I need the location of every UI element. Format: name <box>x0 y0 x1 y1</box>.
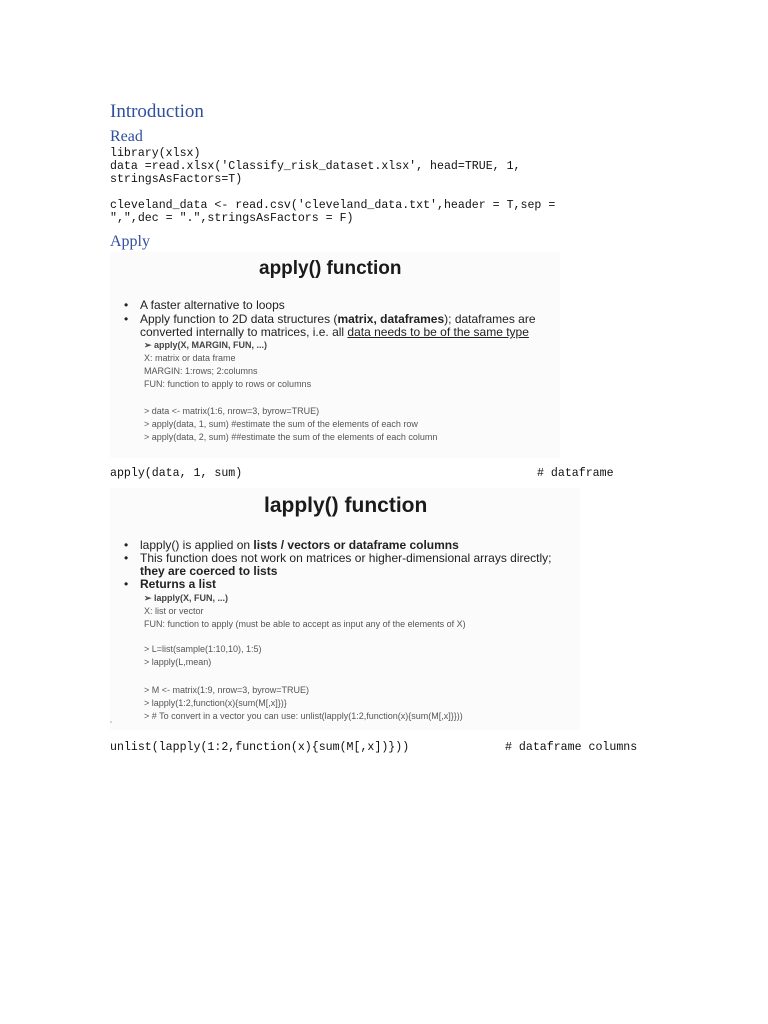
lapply-fun-desc: FUN: function to apply (must be able to accept as input any of the elements of X) <box>144 619 466 629</box>
code-line: cleveland_data <- read.csv('cleveland_data.txt',header = T,sep = <box>110 199 556 212</box>
apply-syntax: ➢ apply(X, MARGIN, FUN, ...) <box>144 340 268 350</box>
unlist-code-line: unlist(lapply(1:2,function(x){sum(M[,x])})) <box>110 741 410 754</box>
lapply-bullet-2-cont: they are coerced to lists <box>140 564 278 578</box>
apply-bullet-2-cont: converted internally to matrices, i.e. all data needs to be of the same type <box>140 325 529 339</box>
read-code-block <box>110 147 555 225</box>
apply-slide-title: apply() function <box>259 258 402 279</box>
introduction-heading: Introduction <box>110 101 204 122</box>
lapply-slide-image: lapply() function • lapply() is applied on lists / vectors or dataframe columns • This function does not work on matrices or higher-dimensional arrays directly; they are coerced to lists • Returns a list ➢ lapply(X, FUN, ...) X: list or vector FUN: function to apply (must be able to accept as input any of the elements of X) > L=list(sample(1:10,10), 1:5) > lapply(L,mean) > M <- matrix(1:9, nrow=3, byrow=TRUE) > lapply(1:2,function(x){sum(M[,x]})} > # To convert in a vector you can use: unlist(lapply(1:2,function(x){sum(M[,x]}})) <box>110 488 580 730</box>
code-line: library(xlsx) <box>110 147 201 160</box>
lapply-example-2: > lapply(L,mean) <box>144 657 212 667</box>
code-line: data =read.xlsx('Classify_risk_dataset.xlsx', head=TRUE, 1, <box>110 160 521 173</box>
apply-heading: Apply <box>110 233 150 250</box>
apply-margin-desc: MARGIN: 1:rows; 2:columns <box>144 366 258 376</box>
apply-fun-desc: FUN: function to apply to rows or columns <box>144 379 312 389</box>
apply-code-line: apply(data, 1, sum) <box>110 467 243 480</box>
unlist-code-comment: # dataframe columns <box>505 741 638 754</box>
code-line: ",",dec = ".",stringsAsFactors = F) <box>110 212 354 225</box>
apply-slide-image: apply() function • A faster alternative to loops • Apply function to 2D data structures (matrix, dataframes); dataframes are converted internally to matrices, i.e. all data needs to be of the same type ➢ apply(X, MARGIN, FUN, ...) X: matrix or data frame MARGIN: 1:rows; 2:columns FUN: function to apply to rows or columns > data <- matrix(1:6, nrow=3, byrow=TRUE) > apply(data, 1, sum) #estimate the sum of the elements of each row > apply(data, 2, sum) ##estimate the sum of the elements of each column <box>110 252 560 458</box>
apply-code-comment: # dataframe <box>537 467 614 480</box>
apply-example-1: > data <- matrix(1:6, nrow=3, byrow=TRUE) <box>144 406 320 416</box>
apply-x-desc: X: matrix or data frame <box>144 353 236 363</box>
lapply-example-5: > # To convert in a vector you can use: unlist(lapply(1:2,function(x){sum(M[,x]}})) <box>144 711 463 721</box>
code-line <box>110 186 555 199</box>
apply-example-3: > apply(data, 2, sum) ##estimate the sum of the elements of each column <box>144 432 438 442</box>
apply-example-2: > apply(data, 1, sum) #estimate the sum of the elements of each row <box>144 419 418 429</box>
code-line: stringsAsFactors=T) <box>110 173 243 186</box>
lapply-x-desc: X: list or vector <box>144 606 204 616</box>
lapply-example-1: > L=list(sample(1:10,10), 1:5) <box>144 644 262 654</box>
lapply-example-3: > M <- matrix(1:9, nrow=3, byrow=TRUE) <box>144 685 310 695</box>
stray-mark: “ <box>110 721 113 728</box>
lapply-slide-title: lapply() function <box>264 494 428 517</box>
read-heading: Read <box>110 128 143 145</box>
lapply-example-4: > lapply(1:2,function(x){sum(M[,x]})} <box>144 698 287 708</box>
lapply-syntax: ➢ lapply(X, FUN, ...) <box>144 593 229 603</box>
